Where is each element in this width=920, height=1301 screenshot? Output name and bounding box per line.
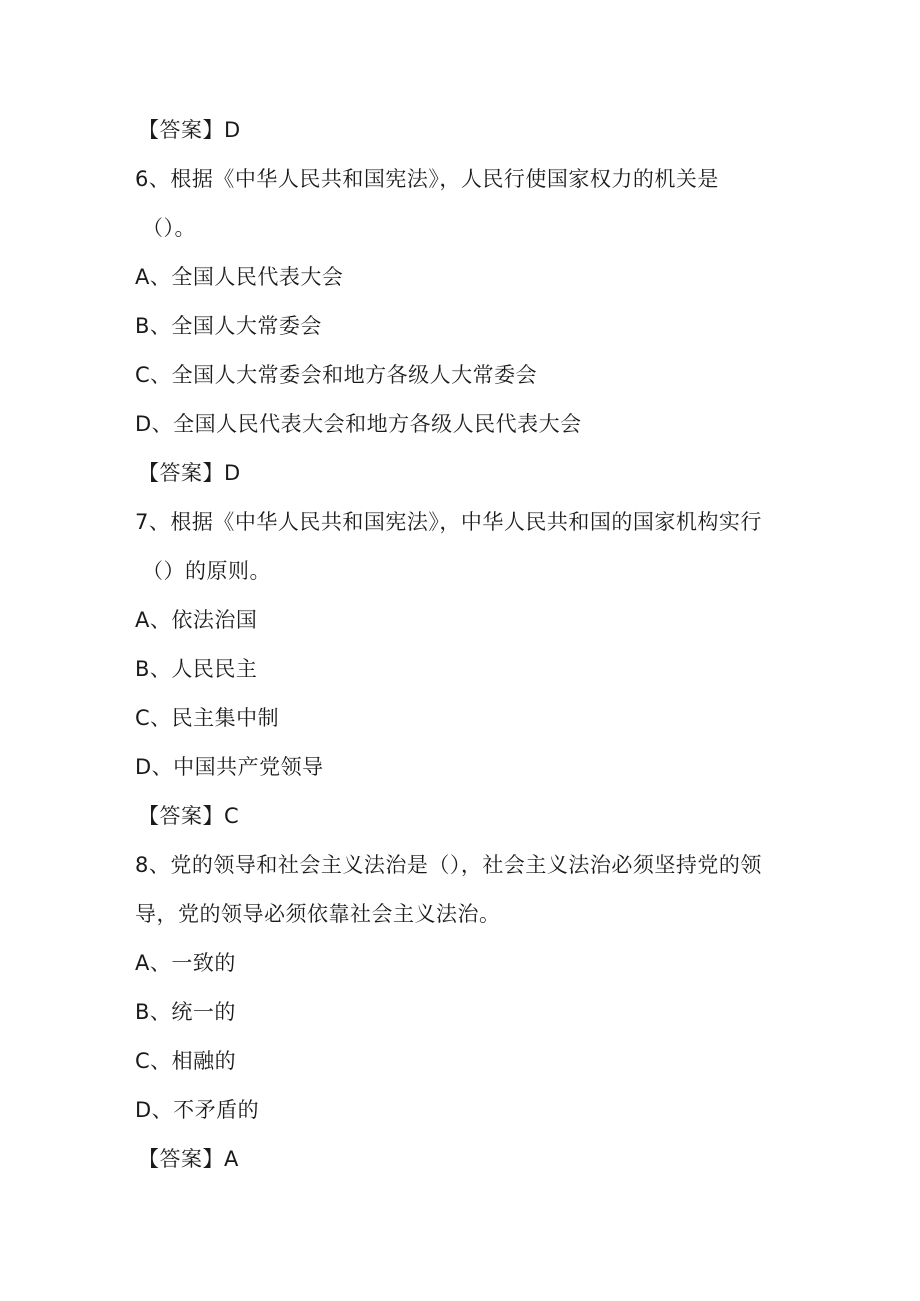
question-7-continuation: （）的原则。: [142, 559, 271, 583]
question-6-continuation: （）。: [142, 216, 196, 240]
option-6-c: C、全国人大常委会和地方各级人大常委会: [135, 363, 538, 387]
answer-line: 【答案】D: [138, 118, 241, 142]
option-8-b: B、统一的: [135, 1000, 236, 1024]
answer-line: 【答案】D: [138, 461, 241, 485]
option-8-c: C、相融的: [135, 1049, 237, 1073]
option-7-c: C、民主集中制: [135, 706, 280, 730]
answer-line: 【答案】C: [138, 804, 240, 828]
option-6-a: A、全国人民代表大会: [135, 265, 344, 289]
option-8-a: A、一致的: [135, 951, 236, 975]
question-8: 8、党的领导和社会主义法治是（），社会主义法治必须坚持党的领: [135, 853, 762, 877]
answer-line: 【答案】A: [138, 1147, 239, 1171]
question-8-continuation: 导，党的领导必须依靠社会主义法治。: [135, 902, 501, 926]
question-6: 6、根据《中华人民共和国宪法》，人民行使国家权力的机关是: [135, 167, 719, 191]
option-8-d: D、不矛盾的: [135, 1098, 260, 1122]
option-6-d: D、全国人民代表大会和地方各级人民代表大会: [135, 412, 582, 436]
option-7-a: A、依法治国: [135, 608, 258, 632]
option-7-b: B、人民民主: [135, 657, 258, 681]
question-7: 7、根据《中华人民共和国宪法》，中华人民共和国的国家机构实行: [135, 510, 762, 534]
option-7-d: D、中国共产党领导: [135, 755, 324, 779]
option-6-b: B、全国人大常委会: [135, 314, 322, 338]
